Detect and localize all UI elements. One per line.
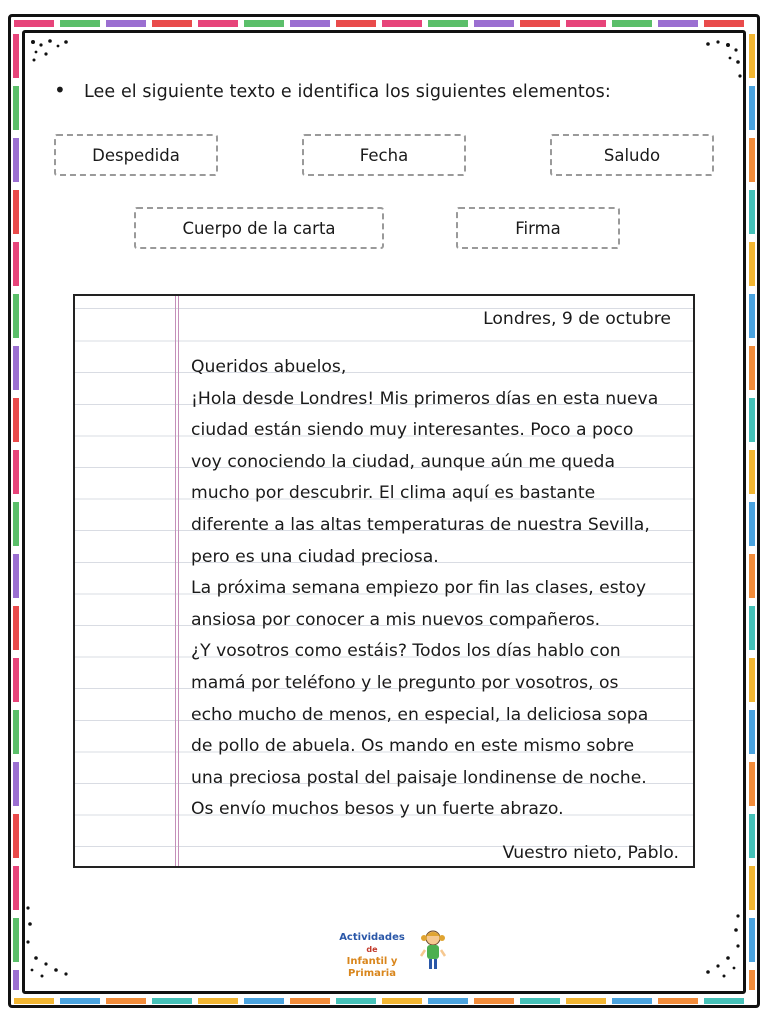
letter-date: Londres, 9 de octubre (483, 309, 671, 329)
child-mascot-icon (418, 928, 448, 972)
instruction-text: Lee el siguiente texto e identifica los siguientes elementos: (84, 82, 611, 102)
letter-line: ¡Hola desde Londres! Mis primeros días en esta nueva (191, 388, 659, 409)
letter-closing: Os envío muchos besos y un fuerte abrazo. (191, 799, 564, 820)
logo-line-3: Infantil y Primaria (346, 956, 398, 979)
letter-line: voy conociendo la ciudad, aunque aún me queda (191, 451, 615, 472)
logo-line-2: de (366, 945, 378, 954)
tag-cuerpo-de-la-carta[interactable]: Cuerpo de la carta (134, 207, 384, 249)
letter-body (191, 352, 691, 826)
tag-despedida[interactable]: Despedida (54, 134, 218, 176)
letter-line: mamá por teléfono y le pregunto por vosotros, os (191, 672, 619, 693)
letter-signature: Vuestro nieto, Pablo. (502, 843, 679, 863)
letter-paper (73, 294, 695, 868)
letter-line: La próxima semana empiezo por fin las clases, estoy (191, 578, 647, 599)
instruction (54, 78, 611, 102)
letter-line: mucho por descubrir. El clima aquí es bastante (191, 483, 596, 504)
tag-firma[interactable]: Firma (456, 207, 620, 249)
letter-line: ciudad están siendo muy interesantes. Poco a poco (191, 420, 634, 441)
letter-line: ansiosa por conocer a mis nuevos compañeros. (191, 609, 601, 630)
letter-line: de pollo de abuela. Os mando en este mismo sobre (191, 736, 635, 757)
bullet-icon: • (54, 78, 66, 102)
letter-line: ¿Y vosotros como estáis? Todos los días hablo con (191, 641, 621, 662)
letter-line: pero es una ciudad preciosa. (191, 546, 439, 567)
letter-line: diferente a las altas temperaturas de nuestra Sevilla, (191, 514, 650, 535)
tag-fecha[interactable]: Fecha (302, 134, 466, 176)
letter-greeting: Queridos abuelos, (191, 357, 347, 377)
logo-line-1: Actividades (339, 932, 405, 943)
tag-saludo[interactable]: Saludo (550, 134, 714, 176)
letter-line: una preciosa postal del paisaje londinense de noche. (191, 767, 647, 788)
letter-line: echo mucho de menos, en especial, la deliciosa sopa (191, 704, 649, 725)
brand-logo (322, 928, 452, 979)
paper-margin-line (175, 296, 179, 866)
